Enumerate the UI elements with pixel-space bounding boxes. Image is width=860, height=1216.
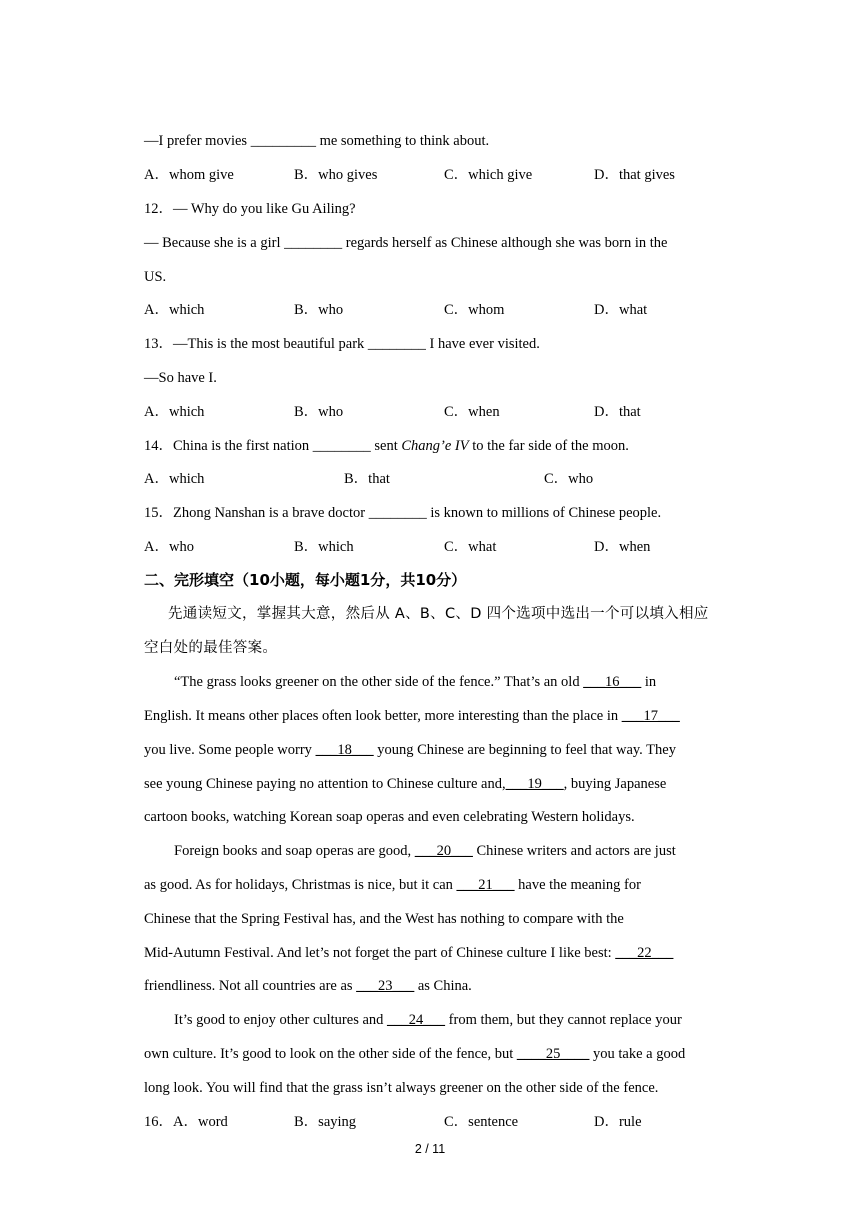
q16-option-a: 16．A．word	[144, 1114, 228, 1130]
q14-option-b: B．that	[344, 471, 390, 487]
q15-option-d: D．when	[594, 539, 651, 555]
q11-option-c: C．which give	[444, 167, 533, 183]
q16-option-d: D．rule	[594, 1114, 642, 1130]
q12-option-c: C．whom	[444, 302, 505, 318]
blank-22: ___22___	[615, 945, 674, 961]
passage-line: own culture. It’s good to look on the other side of the fence, but ____25____ you take a good	[144, 1046, 686, 1062]
q12-option-a: A．which	[144, 302, 205, 318]
q14-question: 14．China is the first nation ________ sent Chang’e IV to the far side of the moon.	[144, 438, 629, 454]
blank-21: ___21___	[456, 877, 515, 893]
passage-line: English. It means other places often look better, more interesting than the place in ___17___	[144, 708, 680, 724]
blank-20: ___20___	[414, 843, 473, 859]
q13-answer-line: —So have I.	[144, 370, 217, 386]
passage-line: “The grass looks greener on the other side of the fence.” That’s an old ___16___ in	[174, 674, 657, 690]
q15-option-c: C．what	[444, 539, 497, 555]
instructions-cont: 空白处的最佳答案。	[144, 640, 278, 656]
q11-option-b: B．who gives	[294, 167, 378, 183]
q14-option-c: C．who	[544, 471, 594, 487]
instructions: 先通读短文，掌握其大意，然后从 A、B、C、D 四个选项中选出一个可以填入相应	[168, 606, 709, 622]
blank-16: ___16___	[583, 674, 642, 690]
passage-line: you live. Some people worry ___18___ young Chinese are beginning to feel that way. They	[144, 742, 676, 758]
q13-option-c: C．when	[444, 404, 500, 420]
q15-option-a: A．who	[144, 539, 194, 555]
passage-line: see young Chinese paying no attention to Chinese culture and,___19___, buying Japanese	[144, 776, 667, 792]
blank-24: ___24___	[387, 1012, 446, 1028]
passage-line: long look. You will find that the grass isn’t always greener on the other side of the fence.	[144, 1080, 659, 1096]
blank-18: ___18___	[315, 742, 374, 758]
passage-line: Mid-Autumn Festival. And let’s not forget the part of Chinese culture I like best: ___22___	[144, 945, 674, 961]
q16-option-c: C．sentence	[444, 1114, 519, 1130]
q12-option-d: D．what	[594, 302, 648, 318]
q11-option-a: A．whom give	[144, 167, 234, 183]
q15-question: 15．Zhong Nanshan is a brave doctor ________ is known to millions of Chinese people.	[144, 505, 662, 521]
q13-option-b: B．who	[294, 404, 344, 420]
q15-option-b: B．which	[294, 539, 354, 555]
page-number: 2 / 11	[414, 1142, 446, 1156]
passage-line: Foreign books and soap operas are good, ___20___ Chinese writers and actors are just	[174, 843, 676, 859]
q12-question: 12．— Why do you like Gu Ailing?	[144, 201, 356, 217]
passage-line: cartoon books, watching Korean soap operas and even celebrating Western holidays.	[144, 809, 635, 825]
q14-option-a: A．which	[144, 471, 205, 487]
passage-line: friendliness. Not all countries are as ___23___ as China.	[144, 978, 472, 994]
passage-line: It’s good to enjoy other cultures and ___24___ from them, but they cannot replace your	[174, 1012, 682, 1028]
q12-answer-line: — Because she is a girl ________ regards herself as Chinese although she was born in the	[144, 235, 668, 251]
q13-question: 13．—This is the most beautiful park ________ I have ever visited.	[144, 336, 540, 352]
blank-23: ___23___	[356, 978, 415, 994]
blank-19: ___19___	[505, 776, 564, 792]
q14-italic-name: Chang’e IV	[401, 438, 469, 454]
q11-option-d: D．that gives	[594, 167, 675, 183]
section-heading: 二、完形填空（10小题，每小题1分，共10分）	[144, 571, 467, 589]
q12-option-b: B．who	[294, 302, 344, 318]
q13-option-d: D．that	[594, 404, 641, 420]
blank-17: ___17___	[621, 708, 680, 724]
q13-option-a: A．which	[144, 404, 205, 420]
passage-line: as good. As for holidays, Christmas is nice, but it can ___21___ have the meaning for	[144, 877, 641, 893]
q11-answer-line: —I prefer movies _________ me something to think about.	[144, 133, 490, 149]
q12-answer-line-cont: US.	[144, 269, 167, 285]
blank-25: ____25____	[516, 1046, 590, 1062]
q16-option-b: B．saying	[294, 1114, 357, 1130]
passage-line: Chinese that the Spring Festival has, and the West has nothing to compare with the	[144, 911, 624, 927]
